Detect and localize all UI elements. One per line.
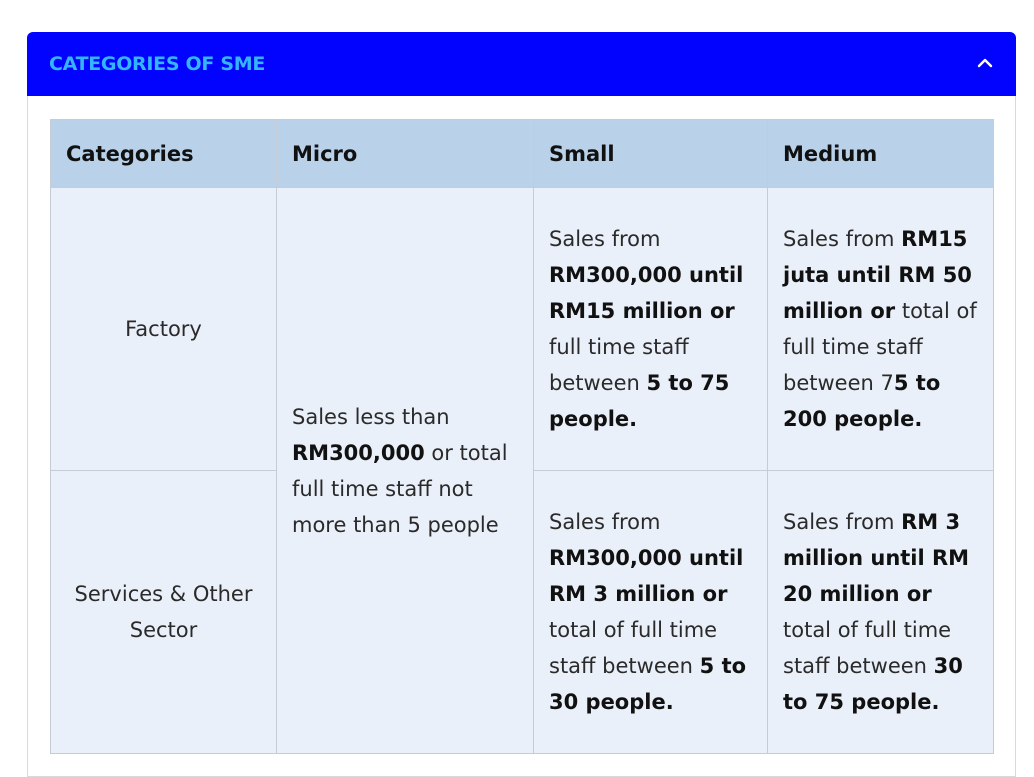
medium-services-bold-2: 30 to 75 people. (783, 654, 963, 714)
medium-services-text-1: Sales from (783, 510, 902, 534)
medium-services-bold-1: RM 3 million until RM 20 million or (783, 510, 970, 606)
micro-bold-1: RM300,000 (292, 440, 425, 465)
small-factory-text-2: full time staff between (549, 335, 689, 395)
chevron-up-icon[interactable] (976, 54, 994, 72)
medium-criteria-factory (768, 188, 994, 471)
category-cell-factory: Factory (51, 188, 277, 471)
small-services-text-1: Sales from (549, 510, 661, 534)
small-services-text-2: total of full time staff between (549, 618, 718, 678)
small-services-bold-1: RM300,000 until RM 3 million or (549, 546, 744, 606)
micro-criteria-cell (277, 188, 534, 754)
table-row (51, 188, 994, 471)
small-factory-text-1: Sales from (549, 227, 661, 251)
header-micro: Micro (277, 120, 534, 188)
medium-criteria-services (768, 471, 994, 754)
small-criteria-services (534, 471, 768, 754)
small-factory-bold-2: 5 to 75 people. (549, 371, 730, 431)
medium-services-text-2: total of full time staff between (783, 618, 952, 678)
medium-factory-text-2: total of full time staff between 7 (783, 299, 977, 395)
micro-text-1: Sales less than (292, 404, 450, 429)
medium-factory-bold-2: 5 to 200 people. (783, 371, 941, 431)
accordion-title: CATEGORIES OF SME (49, 53, 266, 75)
medium-factory-text-1: Sales from (783, 227, 902, 251)
medium-factory-bold-1: RM15 juta until RM 50 million or (783, 227, 972, 323)
small-services-bold-2: 5 to 30 people. (549, 654, 747, 714)
small-factory-bold-1: RM300,000 until RM15 million or (549, 263, 744, 323)
sme-categories-table (50, 119, 994, 754)
micro-text-2: or total full time staff not more than 5 people (292, 440, 508, 537)
header-medium: Medium (768, 120, 994, 188)
accordion-header[interactable] (27, 32, 1016, 96)
header-small: Small (534, 120, 768, 188)
header-categories: Categories (51, 120, 277, 188)
small-criteria-factory (534, 188, 768, 471)
category-cell-services: Services & Other Sector (51, 471, 277, 754)
table-header-row (51, 120, 994, 188)
